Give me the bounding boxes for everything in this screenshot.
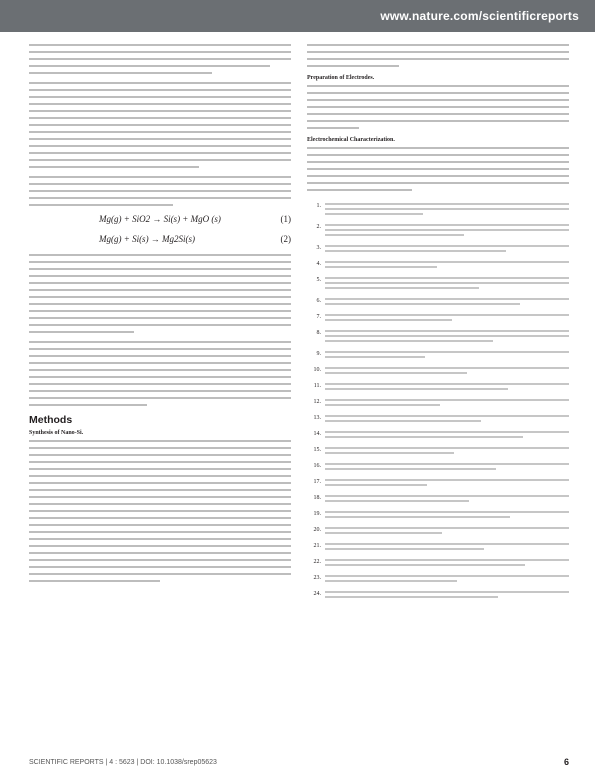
equation-text: Mg(g) + Si(s) → Mg2Si(s) — [99, 234, 196, 244]
reference-number: 9. — [316, 351, 321, 357]
reference-item — [307, 543, 569, 553]
reference-item — [307, 495, 569, 505]
equation-text: Mg(g) + SiO2 → Si(s) + MgO (s) — [99, 214, 221, 224]
reference-list — [307, 203, 569, 601]
left-column — [29, 44, 291, 590]
reference-number: 24. — [313, 591, 321, 597]
reference-number: 13. — [313, 415, 321, 421]
reference-number: 18. — [313, 495, 321, 501]
body-paragraph — [29, 176, 291, 206]
equation-number: (2) — [280, 234, 291, 244]
methods-subheading: Electrochemical Characterization. — [307, 137, 395, 143]
body-paragraph — [29, 44, 291, 74]
header-bar — [0, 0, 595, 32]
reference-item — [307, 261, 569, 271]
reference-number: 7. — [316, 314, 321, 320]
reference-item — [307, 399, 569, 409]
equation — [29, 234, 291, 244]
reference-number: 20. — [313, 527, 321, 533]
methods-subheading: Synthesis of Nano-Si. — [29, 430, 84, 436]
reference-number: 17. — [313, 479, 321, 485]
reference-item — [307, 511, 569, 521]
reference-item — [307, 591, 569, 601]
footer — [29, 757, 569, 767]
reference-item — [307, 351, 569, 361]
reference-number: 12. — [313, 399, 321, 405]
reference-item — [307, 559, 569, 569]
reference-number: 5. — [316, 277, 321, 283]
reference-number: 11. — [313, 383, 321, 389]
reference-item — [307, 383, 569, 393]
body-paragraph — [29, 341, 291, 406]
body-paragraph — [29, 82, 291, 168]
reference-number: 1. — [316, 203, 321, 209]
reference-number: 6. — [316, 298, 321, 304]
methods-paragraph — [307, 85, 569, 129]
reference-number: 23. — [313, 575, 321, 581]
methods-paragraph — [307, 147, 569, 191]
journal-url[interactable]: www.nature.com/scientificreports — [380, 9, 579, 23]
reference-number: 14. — [313, 431, 321, 437]
reference-number: 15. — [313, 447, 321, 453]
reference-number: 3. — [316, 245, 321, 251]
reference-number: 21. — [313, 543, 321, 549]
reference-item — [307, 314, 569, 324]
reference-item — [307, 367, 569, 377]
body-paragraph — [29, 254, 291, 333]
reference-item — [307, 431, 569, 441]
reference-number: 16. — [313, 463, 321, 469]
reference-number: 4. — [316, 261, 321, 267]
reference-item — [307, 277, 569, 292]
reference-number: 19. — [313, 511, 321, 517]
reference-number: 22. — [313, 559, 321, 565]
reference-number: 8. — [316, 330, 321, 336]
footer-citation: SCIENTIFIC REPORTS | 4 : 5623 | DOI: 10.1038/srep05623 — [29, 758, 217, 766]
reference-number: 2. — [316, 224, 321, 230]
reference-number: 10. — [313, 367, 321, 373]
equation-number: (1) — [280, 214, 291, 224]
reference-item — [307, 447, 569, 457]
reference-item — [307, 479, 569, 489]
reference-item — [307, 463, 569, 473]
equation — [29, 214, 291, 224]
reference-item — [307, 330, 569, 345]
right-column — [307, 44, 569, 607]
reference-item — [307, 203, 569, 218]
reference-item — [307, 298, 569, 308]
methods-subheading: Preparation of Electrodes. — [307, 75, 375, 81]
reference-item — [307, 527, 569, 537]
reference-item — [307, 245, 569, 255]
methods-paragraph — [29, 440, 291, 582]
methods-paragraph — [307, 44, 569, 67]
reference-item — [307, 575, 569, 585]
reference-item — [307, 415, 569, 425]
page-number: 6 — [563, 757, 569, 767]
reference-item — [307, 224, 569, 239]
methods-heading: Methods — [29, 414, 73, 426]
